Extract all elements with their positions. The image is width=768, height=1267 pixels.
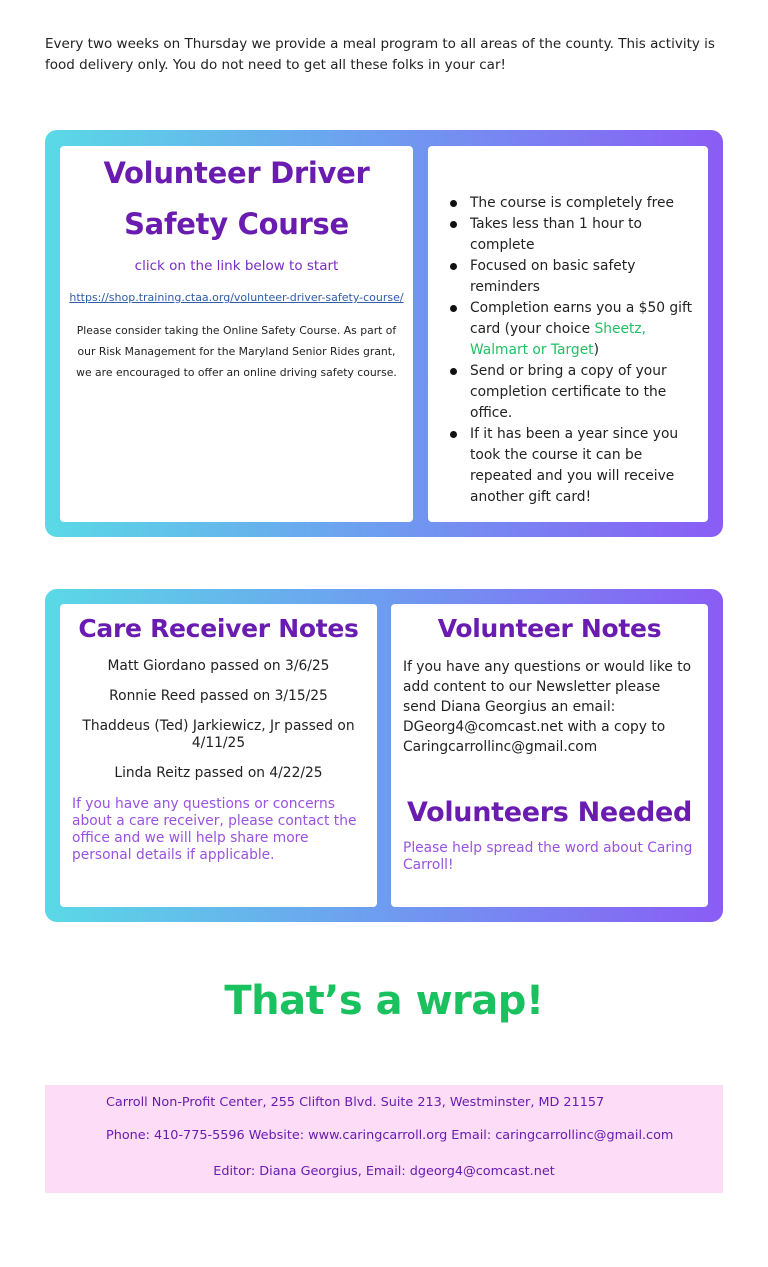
list-item: The course is completely free (448, 193, 696, 214)
safety-course-title-line2: Safety Course (124, 207, 349, 241)
footer-contact: Phone: 410-775-5596 Website: www.caringcarroll.org Email: caringcarrollinc@gmail.com (106, 1128, 674, 1143)
passing-note: Ronnie Reed passed on 3/15/25 (109, 688, 328, 704)
bullet-dot-icon (450, 263, 457, 270)
bullet-dot-icon (450, 368, 457, 375)
gift-choice-text: Sheetz, Walmart or Target (470, 321, 646, 358)
care-receiver-title: Care Receiver Notes (78, 614, 359, 643)
volunteers-needed-text: Please help spread the word about Caring Carroll! (403, 840, 693, 873)
safety-course-description: Please consider taking the Online Safety Course. As part of our Risk Management for the Maryland Senior Rides grant, we are encouraged to offer an online driving safety course. (76, 324, 397, 379)
intro-paragraph: Every two weeks on Thursday we provide a meal program to all areas of the county. This activity is food delivery only. You do not need to get all these folks in your car! (45, 36, 715, 73)
passing-note: Matt Giordano passed on 3/6/25 (107, 658, 330, 674)
bullet-dot-icon (450, 305, 457, 312)
list-item: If it has been a year since you took the course it can be repeated and you will receive another gift card! (448, 424, 696, 508)
safety-course-bullets-card (428, 146, 708, 522)
notes-panel (45, 589, 723, 922)
safety-course-card (60, 146, 413, 522)
volunteer-notes-title: Volunteer Notes (437, 614, 662, 643)
bullet-dot-icon (450, 431, 457, 438)
list-item: Focused on basic safety reminders (448, 256, 696, 298)
footer-editor: Editor: Diana Georgius, Email: dgeorg4@comcast.net (213, 1164, 555, 1179)
safety-course-title-line1: Volunteer Driver (103, 156, 370, 190)
safety-course-title (60, 146, 413, 250)
passing-note: Linda Reitz passed on 4/22/25 (114, 765, 323, 781)
bullet-dot-icon (450, 200, 457, 207)
footer-address: Carroll Non-Profit Center, 255 Clifton Blvd. Suite 213, Westminster, MD 21157 (106, 1095, 605, 1110)
footer (45, 1085, 723, 1193)
volunteers-needed-title: Volunteers Needed (406, 797, 693, 828)
volunteer-notes-text: If you have any questions or would like to add content to our Newsletter please send Diana Georgius an email: DGeorg4@comcast.net with a copy to Caringcarrollinc@gmail.com (403, 659, 692, 755)
safety-course-link[interactable]: https://shop.training.ctaa.org/volunteer-driver-safety-course/ (69, 291, 404, 304)
care-receiver-note: If you have any questions or concerns about a care receiver, please contact the office and we will help share more personal details if applicable. (72, 796, 357, 863)
click-instruction: click on the link below to start (134, 258, 339, 274)
volunteer-notes-card (391, 604, 708, 907)
passing-note: Thaddeus (Ted) Jarkiewicz, Jr passed on 4/11/25 (82, 718, 355, 751)
bullet-dot-icon (450, 221, 457, 228)
list-item: Send or bring a copy of your completion certificate to the office. (448, 361, 696, 424)
safety-course-bullet-list (428, 146, 708, 508)
list-item: Takes less than 1 hour to complete (448, 214, 696, 256)
list-item: Completion earns you a $50 gift card (your choice Sheetz, Walmart or Target) (448, 298, 696, 361)
closing-headline: That’s a wrap! (224, 978, 544, 1024)
safety-course-panel (45, 130, 723, 537)
care-receiver-card (60, 604, 377, 907)
